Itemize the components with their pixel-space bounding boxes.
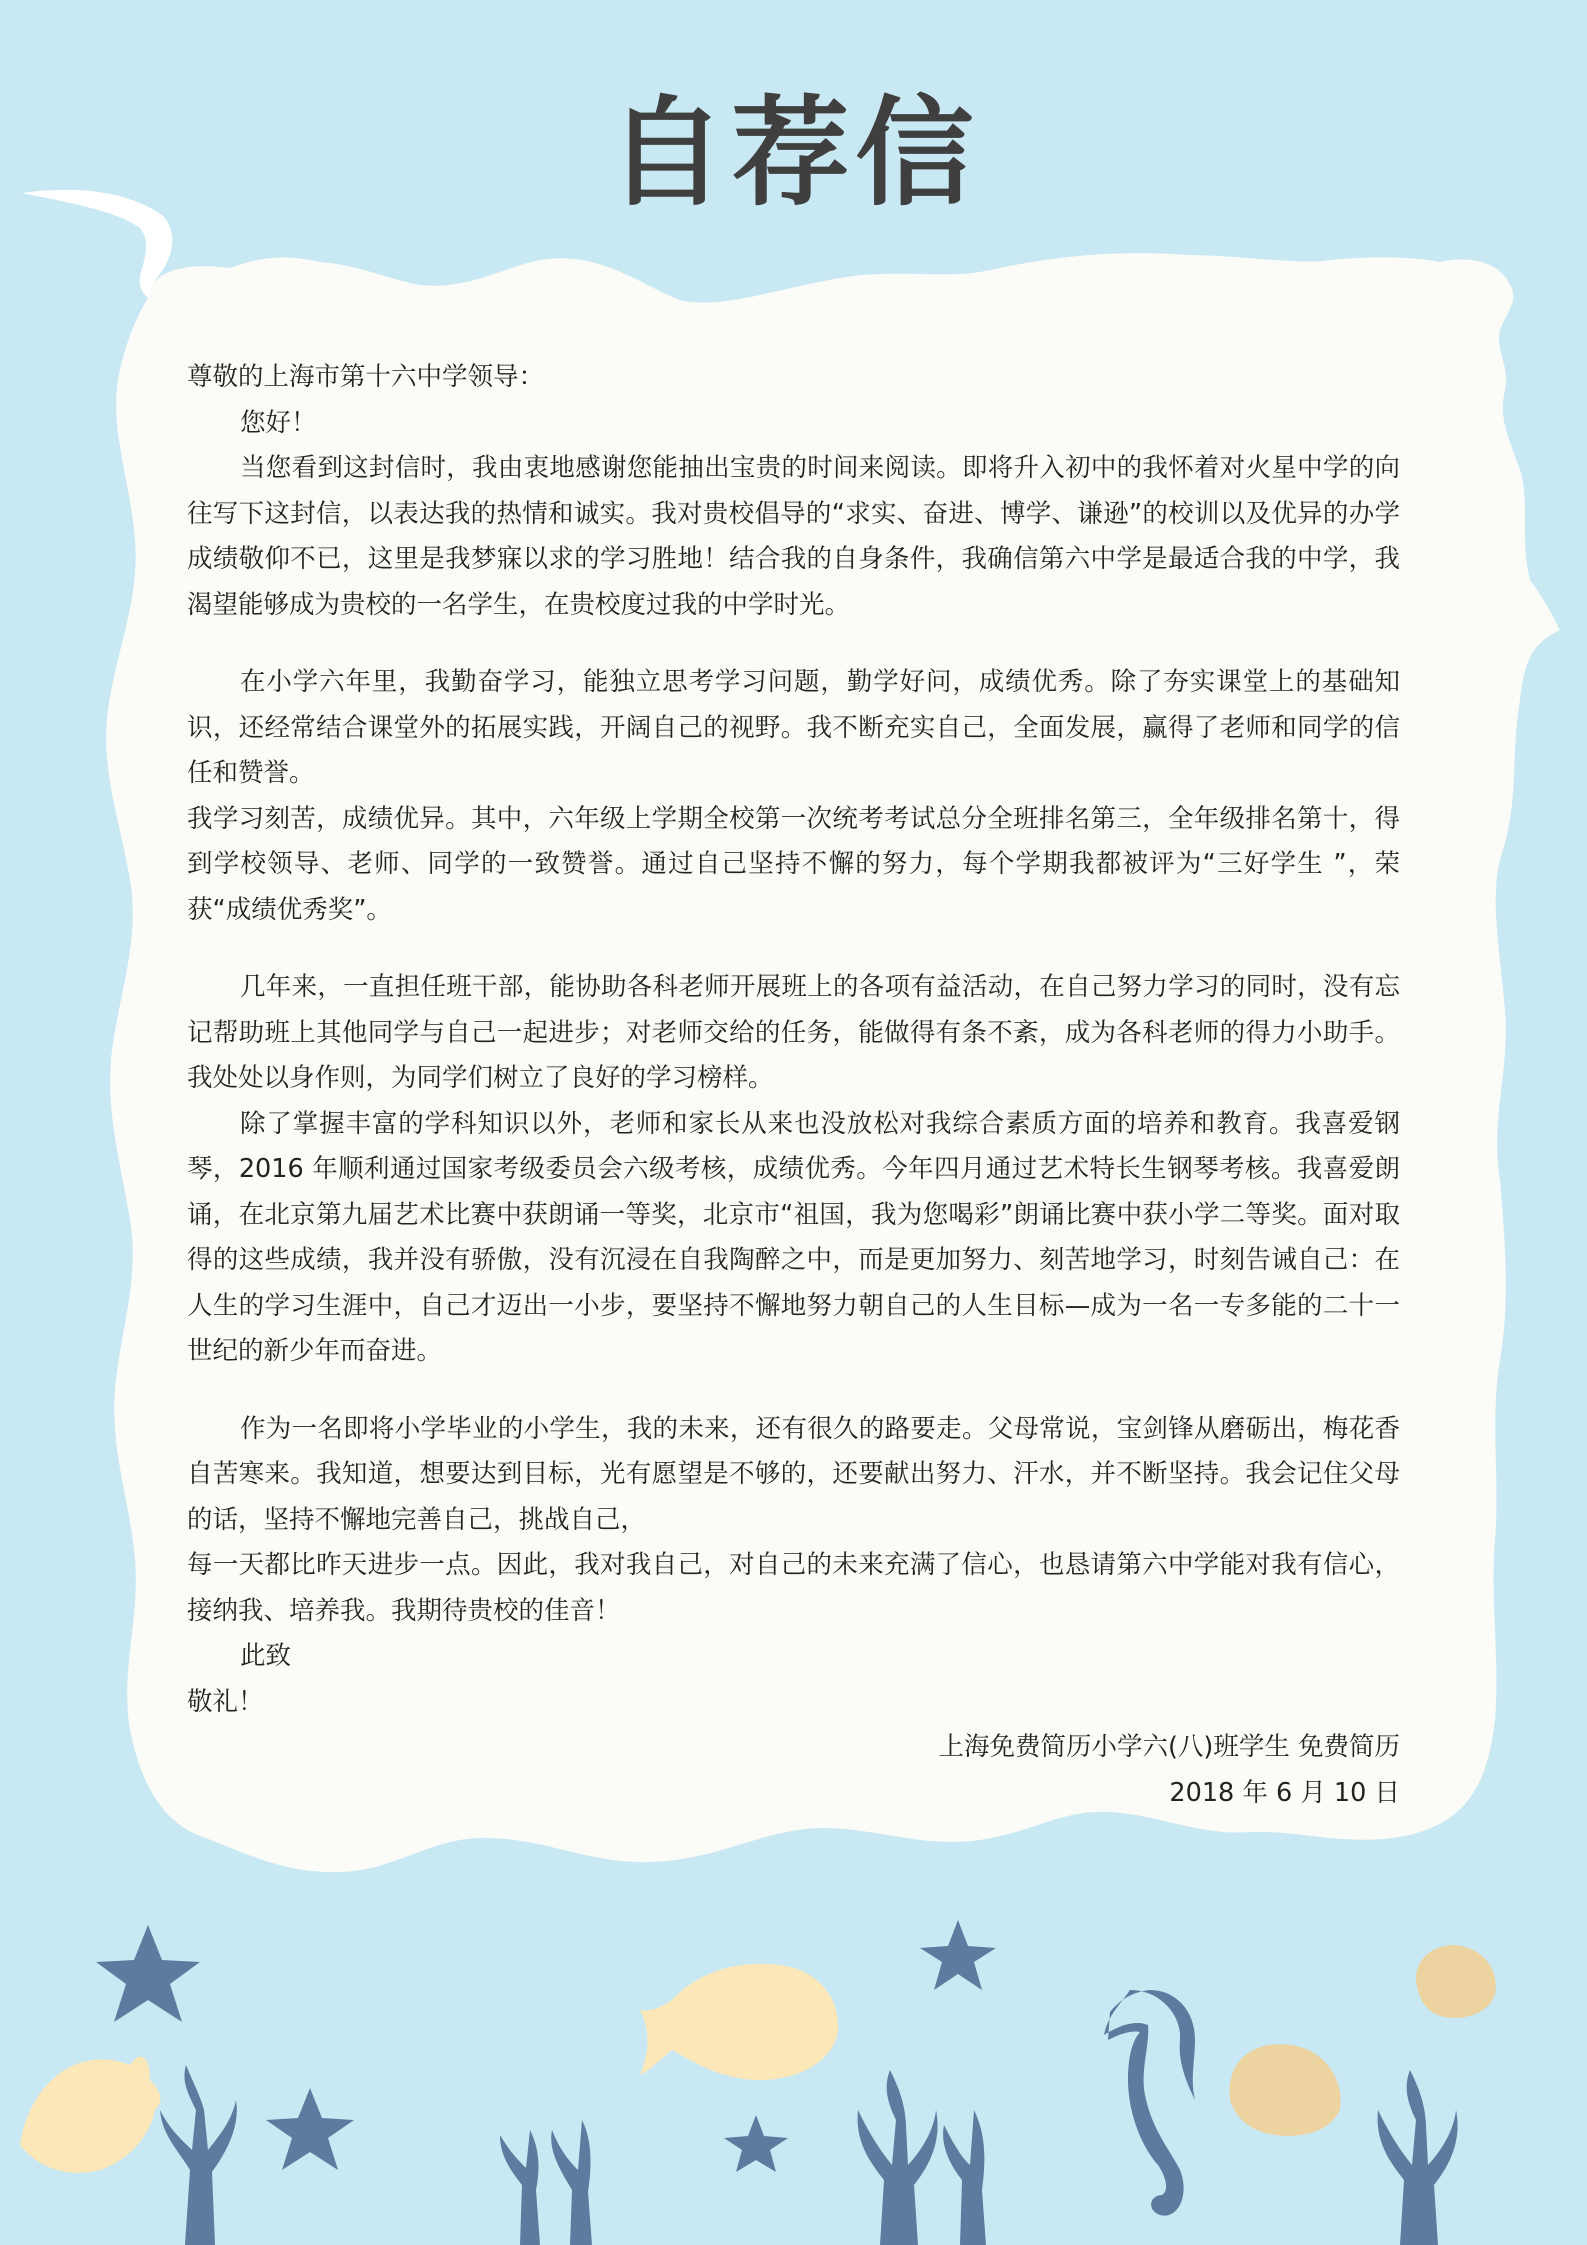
date: 2018 年 6 月 10 日 [1169,1777,1400,1808]
seahorse-icon [1104,1990,1195,2216]
paragraph-2: 在小学六年里，我勤奋学习，能独立思考学习问题，勤学好问，成绩优秀。除了夯实课堂上的基础知识，还经常结合课堂外的拓展实践，开阔自己的视野。我不断充实自己，全面发展，赢得了老师和同学的信任和赞誉。 [187,667,1400,788]
closing-2: 敬礼！ [187,1686,264,1717]
paragraph-7: 每一天都比昨天进步一点。因此，我对我自己，对自己的未来充满了信心，也恳请第六中学能对我有信心，接纳我、培养我。我期待贵校的佳音！ [187,1550,1400,1626]
paragraph-1: 当您看到这封信时，我由衷地感谢您能抽出宝贵的时间来阅读。即将升入初中的我怀着对火星中学的向往写下这封信，以表达我的热情和诚实。我对贵校倡导的“求实、奋进、博学、谦逊”的校训以及优异的办学成绩敬仰不已，这里是我梦寐以求的学习胜地！结合我的自身条件，我确信第六中学是最适合我的中学，我渴望能够成为贵校的一名学生，在贵校度过我的中学时光。 [187,453,1400,620]
page-title: 自荐信 [607,84,980,222]
paragraph-3: 我学习刻苦，成绩优异。其中，六年级上学期全校第一次统考考试总分全班排名第三，全年级排名第十，得到学校领导、老师、同学的一致赞誉。通过自己坚持不懈的努力，每个学期我都被评为“三好学生 ”，荣获“成绩优秀奖”。 [187,803,1400,925]
greeting: 您好！ [240,407,317,438]
shell-icon [1229,1945,1495,2136]
salutation: 尊敬的上海市第十六中学领导： [187,362,545,392]
closing-1: 此致 [240,1641,292,1671]
paragraph-5: 除了掌握丰富的学科知识以外，老师和家长从来也没放松对我综合素质方面的培养和教育。我喜爱钢琴，2016 年顺利通过国家考级委员会六级考核，成绩优秀。今年四月通过艺术特长生钢琴考核。我喜爱朗诵，在北京第九届艺术比赛中获朗诵一等奖，北京市“祖国，我为您喝彩”朗诵比赛中获小学二等奖。面对取得的这些成绩，我并没有骄傲，没有沉浸在自我陶醉之中，而是更加努力、刻苦地学习，时刻告诫自己：在人生的学习生涯中，自己才迈出一小步，要坚持不懈地努力朝自己的人生目标—成为一名一专多能的二十一世纪的新少年而奋进。 [187,1108,1400,1366]
paragraph-4: 几年来，一直担任班干部，能协助各科老师开展班上的各项有益活动，在自己努力学习的同时，没有忘记帮助班上其他同学与自己一起进步；对老师交给的任务，能做得有条不紊，成为各科老师的得力小助手。我处处以身作则，为同学们树立了良好的学习榜样。 [187,972,1400,1093]
paragraph-6: 作为一名即将小学毕业的小学生，我的未来，还有很久的路要走。父母常说，宝剑锋从磨砺出，梅花香自苦寒来。我知道，想要达到目标，光有愿望是不够的，还要献出努力、汗水，并不断坚持。我会记住父母的话，坚持不懈地完善自己，挑战自己， [187,1413,1400,1535]
letter-body [187,355,1400,1816]
signature: 上海免费简历小学六(八)班学生 免费简历 [938,1732,1400,1762]
